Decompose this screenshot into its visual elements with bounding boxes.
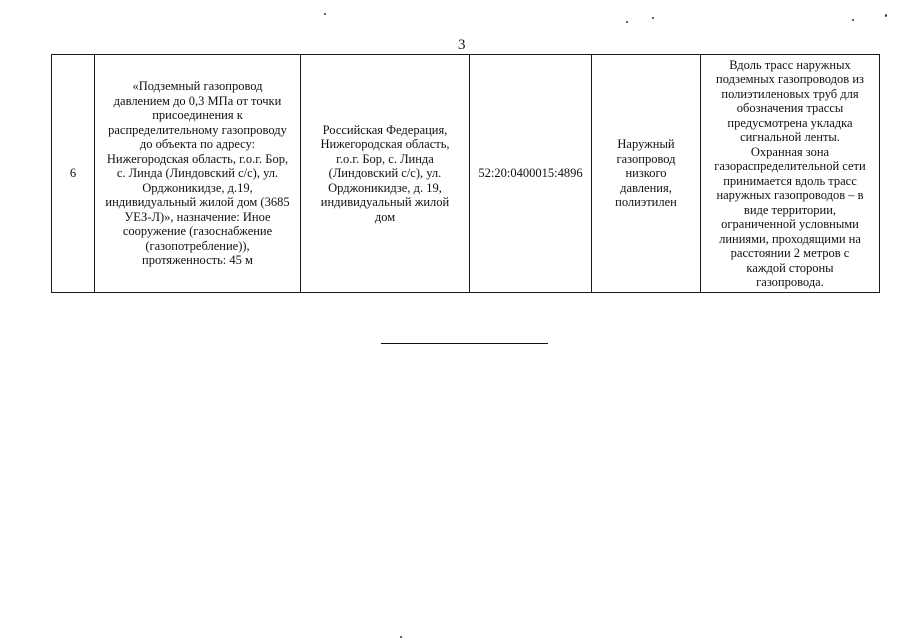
location-cell [301,55,470,293]
table-row [52,55,880,293]
scan-speck [626,21,628,23]
object-description: «Подземный газопровод давлением до 0,3 МПа от точки присоединения к распределительному газопроводу до объекта по адресу: Нижегородская область, г.о.г. Бор, с. Линда (Линдовский с/с), ул. Орджоникидзе, д.19, индивидуальный жилой дом (3685 УЕЗ-Л)», назначение: Иное сооружение (газоснабжение (газопотребление)), протяженность: 45 м [105,79,290,268]
object-type: Наружный газопровод низкого давления, полиэтилен [615,137,677,210]
scan-speck [400,636,402,638]
page-number: 3 [458,37,466,53]
protection-zone-text: Вдоль трасс наружных подземных газопроводов из полиэтиленовых труб для обозначения трассы предусмотрена укладка сигнальной ленты. Охранная зона газораспределительной сети принимается вдоль трасс наружных газопроводов – в виде территории, ограниченной условными линиями, проходящими на расстоянии 2 метров с каждой стороны газопровода. [714,57,866,289]
object-location: Российская Федерация, Нижегородская область, г.о.г. Бор, с. Линда (Линдовский с/с), ул. Орджоникидзе, д. 19, индивидуальный жилой дом [320,122,450,224]
protection-zone-cell [701,55,880,293]
easement-table [51,54,880,293]
row-index: 6 [69,166,77,181]
row-index-cell [52,55,95,293]
scan-speck [652,17,654,19]
cadastral-number-cell [470,55,592,293]
scan-speck [885,14,887,17]
cadastral-number: 52:20:0400015:4896 [478,166,583,181]
object-description-cell [95,55,301,293]
object-type-cell [592,55,701,293]
end-separator-line [381,343,548,344]
scan-speck [852,19,854,21]
scan-speck [324,13,326,15]
